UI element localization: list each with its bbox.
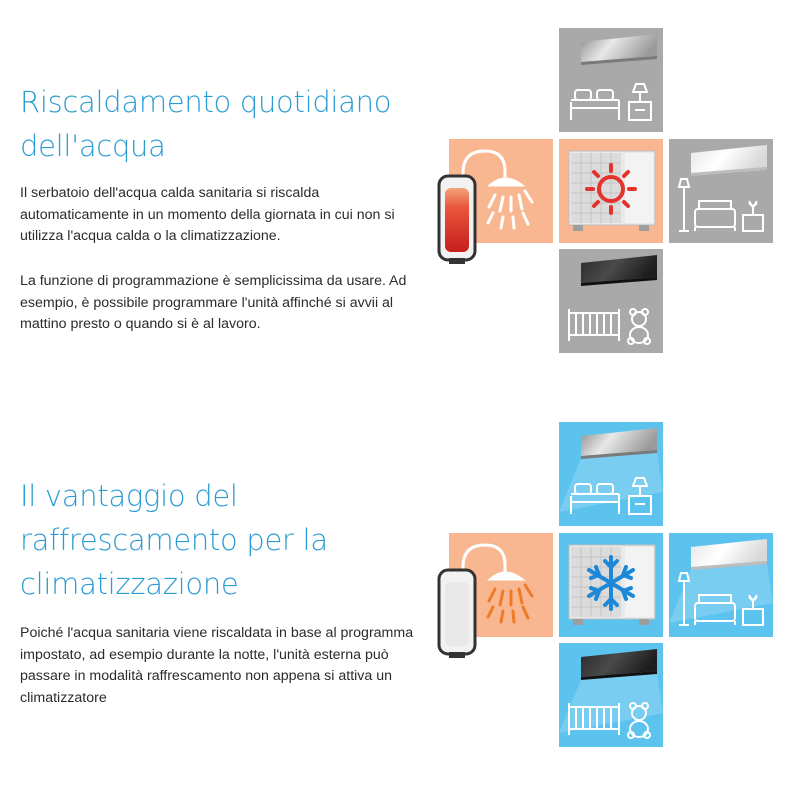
- nursery-tile: [559, 249, 663, 353]
- heating-paragraph-2: La funzione di programmazione è semplicissima da usare. Ad esempio, è possibile programmare l'unità affinché si avvii al mattino presto o quando si è al lavoro.: [20, 273, 407, 332]
- outdoor-unit-icon: [559, 139, 663, 243]
- section-cooling: [0, 400, 800, 800]
- nursery-cool-tile: [559, 643, 663, 747]
- cooling-paragraph-1: Poiché l'acqua sanitaria viene riscaldata in base al programma impostato, ad esempio durante la notte, l'unità esterna può passare in modalità raffrescamento non appena si attiva un climatizzatore: [20, 625, 414, 706]
- outdoor-unit-icon: [559, 533, 663, 637]
- heating-title-line2: dell'acqua: [20, 129, 166, 163]
- living-room-cool-tile: [669, 533, 773, 637]
- bedroom-icon: [559, 28, 663, 132]
- nursery-icon: [559, 249, 663, 353]
- water-tank-icon: [437, 568, 477, 660]
- bedroom-cool-tile: [559, 422, 663, 526]
- heating-title-line1: Riscaldamento quotidiano: [20, 85, 392, 119]
- outdoor-unit-cooling-tile: [559, 533, 663, 637]
- heating-title: [20, 80, 420, 168]
- cooling-title-line2: raffrescamento per la: [20, 523, 328, 557]
- living-room-icon: [669, 139, 773, 243]
- bedroom-icon: [559, 422, 663, 526]
- cooling-title: [20, 474, 420, 606]
- bedroom-tile: [559, 28, 663, 132]
- outdoor-unit-heating-tile: [559, 139, 663, 243]
- cooling-title-line3: climatizzazione: [20, 567, 239, 601]
- cooling-title-line1: Il vantaggio del: [20, 479, 238, 513]
- living-room-icon: [669, 533, 773, 637]
- living-room-tile: [669, 139, 773, 243]
- heating-paragraph-1: Il serbatoio dell'acqua calda sanitaria si riscalda automaticamente in un momento della giornata in cui non si utilizza l'acqua calda o la climatizzazione.: [20, 185, 395, 244]
- nursery-icon: [559, 643, 663, 747]
- water-tank-icon: [437, 174, 477, 266]
